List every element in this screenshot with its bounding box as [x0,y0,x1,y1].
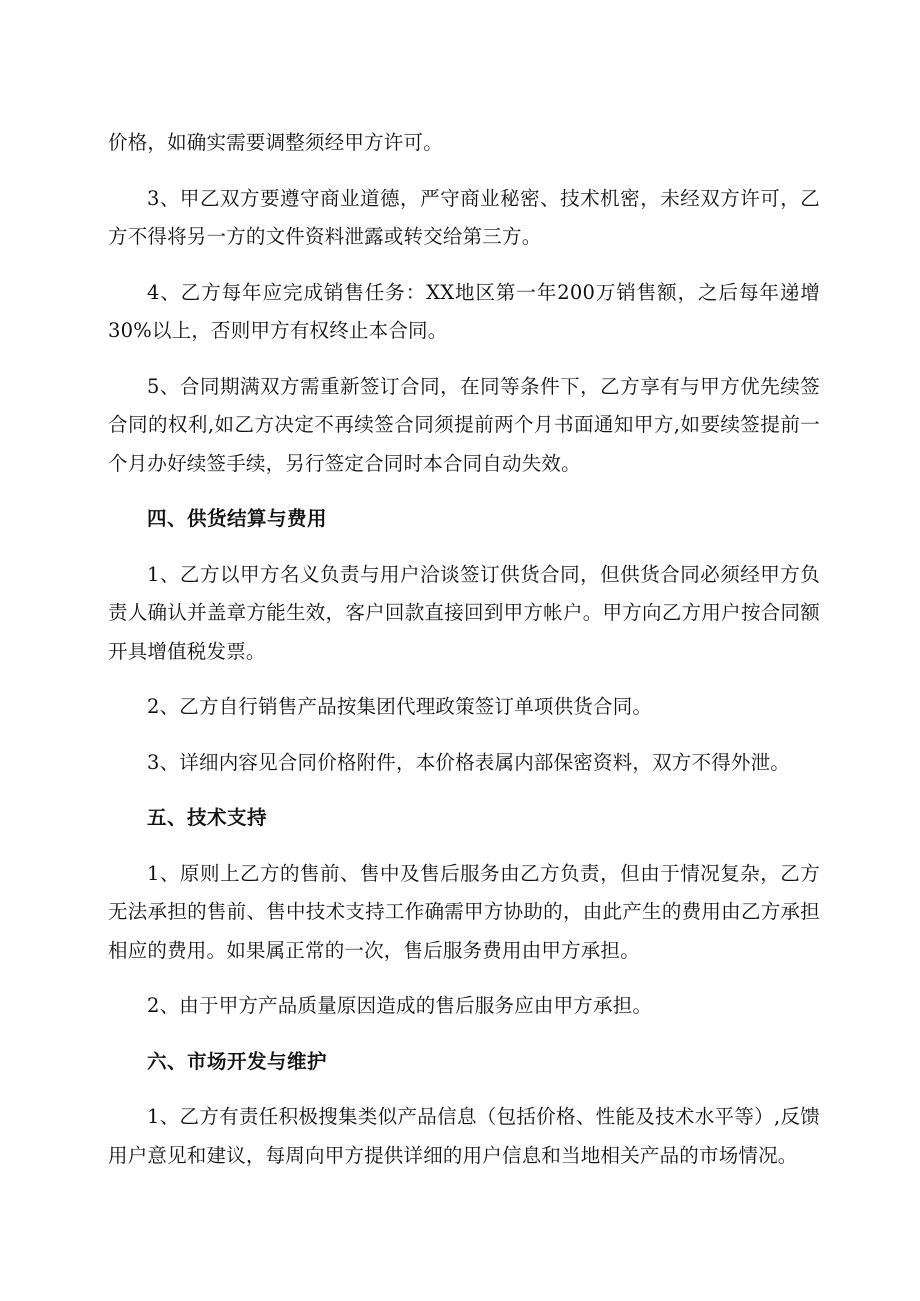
paragraph-price-adjustment: 价格，如确实需要调整须经甲方许可。 [108,131,443,154]
paragraph-supply-clause-1: 1、乙方以甲方名义负责与用户洽谈签订供货合同，但供货合同必须经甲方负责人确认并盖章方能生效，客户回款直接回到甲方帐户。甲方向乙方用户按合同额开具增值税发票。 [108,562,820,663]
section-heading-market-development: 六、市场开发与维护 [147,1049,328,1073]
paragraph-clause-5-renewal: 5、合同期满双方需重新签订合同，在同等条件下，乙方享有与甲方优先续签合同的权利,如乙方决定不再续签合同须提前两个月书面通知甲方,如要续签提前一个月办好续签手续，另行签定合同时本合同自动失效。 [108,374,820,475]
paragraph-clause-4-sales-target: 4、乙方每年应完成销售任务：XX地区第一年200万销售额，之后每年递增30%以上，否则甲方有权终止本合同。 [108,280,820,342]
paragraph-support-clause-2: 2、由于甲方产品质量原因造成的售后服务应由甲方承担。 [147,994,653,1017]
paragraph-support-clause-1: 1、原则上乙方的售前、售中及售后服务由乙方负责，但由于情况复杂，乙方无法承担的售前、售中技术支持工作确需甲方协助的，由此产生的费用由乙方承担相应的费用。如果属正常的一次，售后服务费用由甲方承担。 [108,861,820,962]
paragraph-market-clause-1: 1、乙方有责任积极搜集类似产品信息（包括价格、性能及技术水平等）,反馈用户意见和建议，每周向甲方提供详细的用户信息和当地相关产品的市场情况。 [108,1105,820,1167]
section-heading-technical-support: 五、技术支持 [147,806,268,829]
document-body [108,124,820,1192]
paragraph-supply-clause-2: 2、乙方自行销售产品按集团代理政策签订单项供货合同。 [147,695,653,718]
section-heading-supply-settlement: 四、供货结算与费用 [147,507,328,530]
paragraph-clause-3-confidentiality: 3、甲乙双方要遵守商业道德，严守商业秘密、技术机密，未经双方许可，乙方不得将另一方的文件资料泄露或转交给第三方。 [108,186,820,248]
paragraph-supply-clause-3: 3、详细内容见合同价格附件，本价格表属内部保密资料，双方不得外泄。 [147,750,791,774]
